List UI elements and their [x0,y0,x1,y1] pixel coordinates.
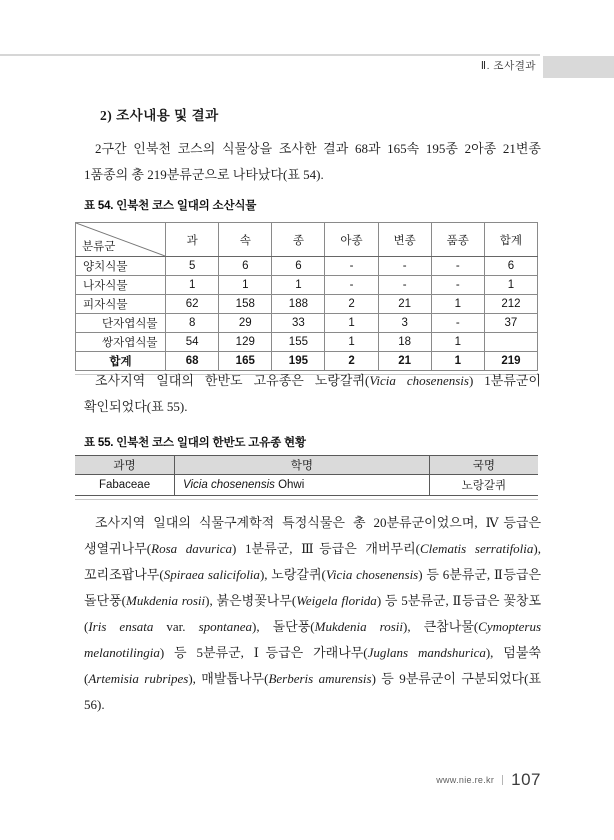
table-cell: - [431,276,484,295]
table-cell: - [431,314,484,333]
table-cell: 5 [166,257,219,276]
table-cell: 1 [431,333,484,352]
table-cell: 6 [219,257,272,276]
table-cell: 1 [325,333,378,352]
table-cell: 165 [219,352,272,371]
table-cell: 1 [166,276,219,295]
korean-name-cell: 노랑갈퀴 [429,475,538,496]
table-cell [484,333,537,352]
column-header: 품종 [431,223,484,257]
table-cell: 188 [272,295,325,314]
table-row [75,475,538,496]
column-header: 변종 [378,223,431,257]
footer-divider [502,775,503,785]
table-cell: 1 [431,352,484,371]
row-label: 나자식물 [76,276,166,295]
table54-caption: 표 54. 인북천 코스 일대의 소산식물 [84,200,257,212]
table-cell: 3 [378,314,431,333]
footer-url: www.nie.re.kr [436,775,495,785]
page-footer [436,770,541,790]
column-header: 합계 [484,223,537,257]
endemic-species-table [75,455,538,496]
table-cell: 54 [166,333,219,352]
table-cell: 62 [166,295,219,314]
table-cell: 129 [219,333,272,352]
table-row [76,295,538,314]
paragraph-survey-result: 2구간 인북천 코스의 식물상을 조사한 결과 68과 165속 195종 2아종 21변종 1품종의 총 219분류군으로 나타났다(표 54). [84,141,541,182]
family-cell: Fabaceae [75,475,175,496]
footer-page-number: 107 [511,770,541,789]
table-cell: 1 [325,314,378,333]
table-cell: 8 [166,314,219,333]
row-label: 양치식물 [76,257,166,276]
table-row [76,257,538,276]
table-cell: 1 [431,295,484,314]
row-label: 쌍자엽식물 [76,333,166,352]
section-title: 2) 조사내용 및 결과 [100,108,219,123]
table-cell: 155 [272,333,325,352]
table-cell: 219 [484,352,537,371]
row-label: 피자식물 [76,295,166,314]
row-label: 합계 [76,352,166,371]
table-cell: - [378,257,431,276]
table-cell: - [325,257,378,276]
table-cell: 1 [219,276,272,295]
header-chapter: Ⅱ. 조사결과 [480,60,536,72]
column-header: 아종 [325,223,378,257]
table-cell: - [378,276,431,295]
table-row [76,276,538,295]
table-cell: - [431,257,484,276]
table-cell: 29 [219,314,272,333]
column-header: 과명 [75,456,175,475]
corner-label: 분류군 [82,241,116,253]
table-cell: 6 [484,257,537,276]
table-row [76,333,538,352]
table-cell: 195 [272,352,325,371]
column-header: 과 [166,223,219,257]
table-row [76,314,538,333]
column-header: 종 [272,223,325,257]
table55-caption: 표 55. 인북천 코스 일대의 한반도 고유종 현황 [84,437,306,449]
table-cell: 33 [272,314,325,333]
table-cell: 18 [378,333,431,352]
column-header: 속 [219,223,272,257]
table-cell: 2 [325,352,378,371]
table-cell: 2 [325,295,378,314]
corner-header-cell [76,223,166,257]
column-header: 국명 [429,456,538,475]
table-cell: 21 [378,295,431,314]
paragraph-endemic: 조사지역 일대의 한반도 고유종은 노랑갈퀴(Vicia chosenensis) 1분류군이 확인되었다(표 55). [84,373,542,414]
header-rule [0,54,540,56]
table54-wrapper [75,222,538,375]
table-cell: 1 [272,276,325,295]
paragraph-special-plants: 조사지역 일대의 식물구계학적 특정식물은 총 20분류군이었으며, Ⅳ등급은 생열귀나무(Rosa davurica) 1분류군, Ⅲ등급은 개버무리(Clematis serratifolia), 꼬리조팝나무(Spiraea salicifolia), 노랑갈퀴(Vicia chosenensis) 등 6분류군, Ⅱ등급은 돌단풍(Mukdenia rosii), 붉은병꽃나무(Weigela florida) 등 5분류군, Ⅱ등급은 꽃창포(Iris ensata var. spontanea), 돌단풍(Mukdenia rosii), 큰참나물(Cymopterus melanotilingia) 등 5분류군, Ⅰ등급은 가래나무(Juglans mandshurica), 덤불쑥(Artemisia rubripes), 매발톱나무(Berberis amurensis) 등 9분류군이 구분되었다(표 56). [84,515,542,712]
table-cell: - [325,276,378,295]
table-cell: 6 [272,257,325,276]
table-cell: 1 [484,276,537,295]
table-cell: 21 [378,352,431,371]
flora-summary-table [75,222,538,371]
table-cell: 68 [166,352,219,371]
column-header: 학명 [175,456,430,475]
table55-wrapper [75,455,538,500]
table-cell: 158 [219,295,272,314]
table-cell: 37 [484,314,537,333]
scientific-name-cell: Vicia chosenensis Ohwi [175,475,430,496]
header-tab-box [543,56,614,78]
table-header-row [76,223,538,257]
table-cell: 212 [484,295,537,314]
row-label: 단자엽식물 [76,314,166,333]
table-header-row [75,456,538,475]
